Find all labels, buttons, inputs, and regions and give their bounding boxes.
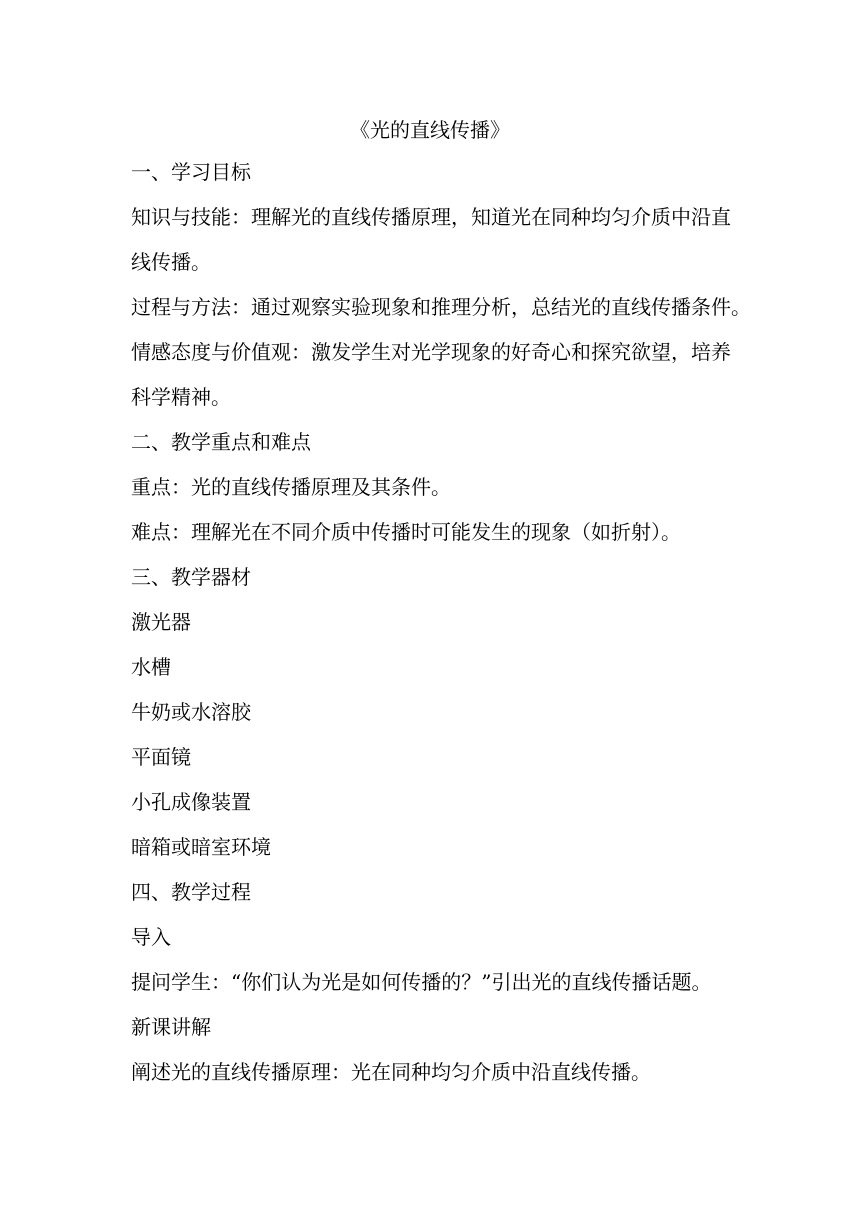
list-item: 暗箱或暗室环境 <box>131 835 271 859</box>
list-item: 平面镜 <box>131 745 191 769</box>
paragraph-line: 过程与方法：通过观察实验现象和推理分析，总结光的直线传播条件。 <box>131 295 751 319</box>
subheading-new-lesson: 新课讲解 <box>131 1015 211 1039</box>
subheading-intro: 导入 <box>131 925 171 949</box>
paragraph-line: 提问学生：“你们认为光是如何传播的？”引出光的直线传播话题。 <box>131 970 712 994</box>
paragraph-line: 重点：光的直线传播原理及其条件。 <box>131 475 451 499</box>
paragraph-line: 科学精神。 <box>131 385 231 409</box>
paragraph-line: 难点：理解光在不同介质中传播时可能发生的现象（如折射）。 <box>131 520 681 544</box>
list-item: 激光器 <box>131 610 191 634</box>
paragraph-line: 线传播。 <box>131 250 211 274</box>
paragraph-line: 阐述光的直线传播原理：光在同种均匀介质中沿直线传播。 <box>131 1060 651 1084</box>
paragraph-line: 知识与技能：理解光的直线传播原理，知道光在同种均匀介质中沿直 <box>131 205 731 229</box>
section-heading-key-points: 二、教学重点和难点 <box>131 430 311 454</box>
section-heading-objectives: 一、学习目标 <box>131 160 251 184</box>
section-heading-materials: 三、教学器材 <box>131 565 251 589</box>
list-item: 水槽 <box>131 655 171 679</box>
list-item: 小孔成像装置 <box>131 790 251 814</box>
paragraph-line: 情感态度与价值观：激发学生对光学现象的好奇心和探究欲望，培养 <box>131 340 731 364</box>
list-item: 牛奶或水溶胶 <box>131 700 251 724</box>
document-title: 《光的直线传播》 <box>350 118 510 142</box>
section-heading-process: 四、教学过程 <box>131 880 251 904</box>
